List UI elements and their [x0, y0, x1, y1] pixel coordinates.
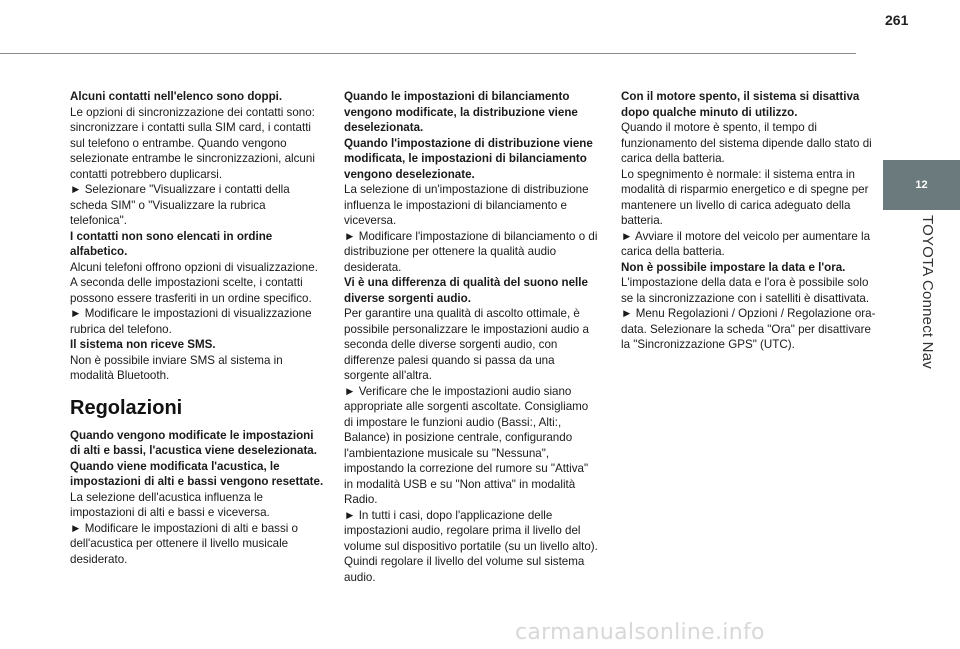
question-heading: Quando l'impostazione di distribuzione viene modificata, le impostazioni di bilanciamento vengono deselezionate. — [344, 136, 593, 181]
paragraph: ► Verificare che le impostazioni audio siano appropriate alle sorgenti ascoltate. Consigliamo di impostare le funzioni audio (Bassi:, Alti:, Balance) in posizione centrale, configurando l'ambientazione musicale su "Nessuna", impostando la correzione del rumore su "Attiva" in modalità USB e su "Non attiva" in modalità Radio. — [344, 384, 589, 506]
question-heading: Quando le impostazioni di bilanciamento vengono modificate, la distribuzione viene deselezionata. — [344, 90, 578, 134]
question-heading: Quando viene modificata l'acustica, le impostazioni di alti e bassi vengono resettate. — [70, 459, 324, 488]
paragraph: ► Modificare l'impostazione di bilanciamento o di distribuzione per ottenere la qualità audio desiderata. — [344, 229, 598, 274]
paragraph: Non è possibile inviare SMS al sistema in modalità Bluetooth. — [70, 353, 283, 382]
question-heading: Con il motore spento, il sistema si disattiva dopo qualche minuto di utilizzo. — [621, 90, 860, 119]
paragraph: ► Menu Regolazioni / Opzioni / Regolazione ora-data. Selezionare la scheda "Ora" per disattivare la "Sincronizzazione GPS" (UTC). — [621, 307, 876, 351]
question-heading: Alcuni contatti nell'elenco sono doppi. — [70, 90, 283, 103]
paragraph: Lo spegnimento è normale: il sistema entra in modalità di risparmio energetico e di spegne per mantenere un livello di carica adeguato della batteria. — [621, 167, 869, 227]
paragraph: Quando il motore è spento, il tempo di funzionamento del sistema dipende dallo stato di carica della batteria. — [621, 121, 872, 165]
paragraph: ► Selezionare "Visualizzare i contatti della scheda SIM" o "Visualizzare la rubrica telefonica". — [70, 183, 290, 227]
question-heading: Vi è una differenza di qualità del suono nelle diverse sorgenti audio. — [344, 276, 588, 305]
paragraph: Per garantire una qualità di ascolto ottimale, è possibile personalizzare le impostazioni audio a seconda delle diverse sorgenti audio, con differenze palesi quando si passa da una sorgente all'altra. — [344, 307, 589, 382]
column-right — [621, 89, 876, 353]
page-number: 261 — [885, 12, 909, 28]
troubleshooting-power — [621, 89, 876, 353]
watermark-logo: carmanualsonline.info — [515, 620, 765, 645]
column-middle — [344, 89, 599, 585]
paragraph: La selezione dell'acustica influenza le impostazioni di alti e bassi e viceversa. — [70, 490, 270, 519]
paragraph: La selezione di un'impostazione di distribuzione influenza le impostazioni di bilanciamento e viceversa. — [344, 183, 589, 227]
troubleshooting-audio — [70, 428, 325, 568]
troubleshooting-balance — [344, 89, 599, 585]
question-heading: Il sistema non riceve SMS. — [70, 338, 216, 351]
troubleshooting-contacts — [70, 89, 325, 384]
paragraph: Alcuni telefoni offrono opzioni di visualizzazione. A seconda delle impostazioni scelte, i contatti possono essere trasferiti in un ordine specifico. — [70, 260, 318, 305]
paragraph: L'impostazione della data e l'ora è possibile solo se la sincronizzazione con i satelliti è disattivata. — [621, 276, 870, 305]
header-divider — [0, 53, 856, 54]
paragraph: ► In tutti i casi, dopo l'applicazione delle impostazioni audio, regolare prima il livello del volume sul dispositivo portatile (su un livello alto). Quindi regolare il livello del volume sul sistema audio. — [344, 508, 598, 584]
paragraph: ► Modificare le impostazioni di visualizzazione rubrica del telefono. — [70, 307, 312, 336]
chapter-title: TOYOTA Connect Nav — [919, 215, 936, 369]
column-left — [70, 89, 325, 567]
paragraph: Le opzioni di sincronizzazione dei contatti sono: sincronizzare i contatti sulla SIM card, i contatti sul telefono o entrambe. Quando vengono selezionate entrambe le sincronizzazioni, alcuni contatti potrebbero duplicarsi. — [70, 105, 315, 181]
question-heading: Quando vengono modificate le impostazioni di alti e bassi, l'acustica viene deselezionata. — [70, 428, 317, 457]
section-title: Regolazioni — [70, 396, 183, 419]
question-heading: I contatti non sono elencati in ordine alfabetico. — [70, 229, 273, 258]
question-heading: Non è possibile impostare la data e l'ora. — [621, 260, 846, 274]
chapter-tab[interactable]: 12 — [883, 160, 960, 210]
paragraph: ► Modificare le impostazioni di alti e bassi o dell'acustica per ottenere il livello musicale desiderato. — [70, 521, 298, 566]
paragraph: ► Avviare il motore del veicolo per aumentare la carica della batteria. — [621, 229, 871, 258]
